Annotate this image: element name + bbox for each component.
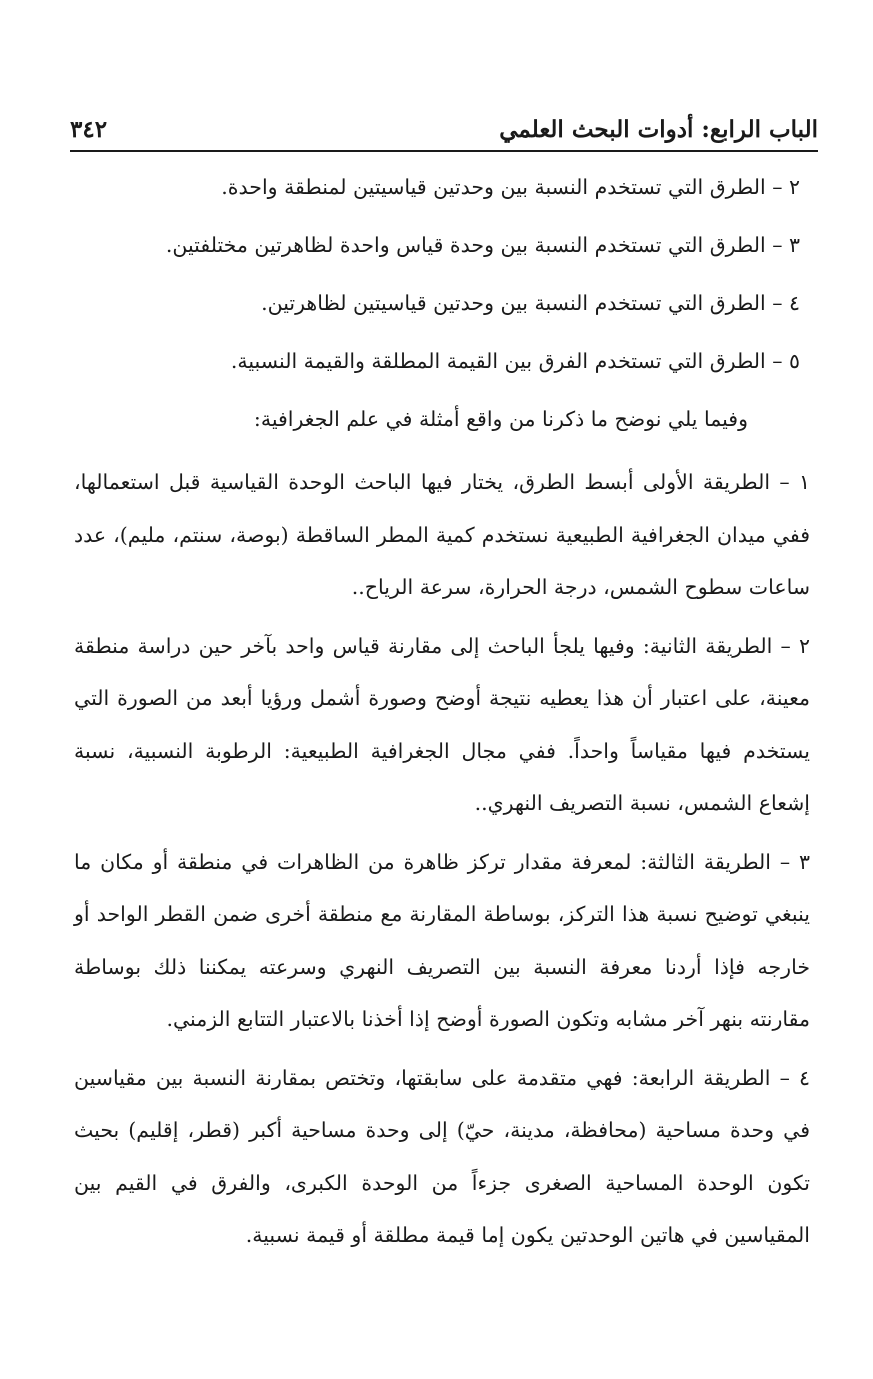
paragraph-method-2: ٢ – الطريقة الثانية: وفيها يلجأ الباحث إلى مقارنة قياس واحد بآخر حين دراسة منطقة معينة، على اعتبار أن هذا يعطيه نتيجة أوضح وصورة أشمل ورؤيا أبعد من الصورة التي يستخدم فيها مقياساً واحداً. ففي مجال الجغرافية الطبيعية: الرطوبة النسبية، نسبة إشعاع الشمس، نسبة التصريف النهري.. <box>74 633 810 815</box>
list-item: ٥ – الطرق التي تستخدم الفرق بين القيمة المطلقة والقيمة النسبية. <box>230 349 800 373</box>
paragraph-method-1: ١ – الطريقة الأولى أبسط الطرق، يختار فيها الباحث الوحدة القياسية قبل استعمالها، ففي ميدان الجغرافية الطبيعية نستخدم كمية المطر الساقطة (بوصة، سنتم، مليم)، عدد ساعات سطوح الشمس، درجة الحرارة، سرعة الرياح.. <box>74 470 810 599</box>
page-body <box>74 162 810 1268</box>
page-number: ٣٤٢ <box>70 116 108 143</box>
paragraph-method-3: ٣ – الطريقة الثالثة: لمعرفة مقدار تركز ظاهرة من الظاهرات في منطقة أو مكان ما ينبغي توضيح نسبة هذا التركز، بوساطة المقارنة مع منطقة أخرى ضمن القطر الواحد أو خارجه فإذا أردنا معرفة النسبة بين التصريف النهري وسرعته يمكننا ذلك بوساطة مقارنته بنهر آخر مشابه وتكون الصورة أوضح إذا أخذنا بالاعتبار التتابع الزمني. <box>74 849 810 1031</box>
paragraph-method-4: ٤ – الطريقة الرابعة: فهي متقدمة على سابقتها، وتختص بمقارنة النسبة بين مقياسين في وحدة مساحية (محافظة، مدينة، حيّ) إلى وحدة مساحية أكبر (قطر، إقليم) بحيث تكون الوحدة المساحية الصغرى جزءاً من الوحدة الكبرى، والفرق في القيم بين المقياسين في هاتين الوحدتين يكون إما قيمة مطلقة أو قيمة نسبية. <box>74 1065 810 1247</box>
running-header <box>70 112 818 152</box>
list-item: ٣ – الطرق التي تستخدم النسبة بين وحدة قياس واحدة لظاهرتين مختلفتين. <box>165 233 800 257</box>
header-divider <box>70 150 818 152</box>
list-item: ٤ – الطرق التي تستخدم النسبة بين وحدتين قياسيتين لظاهرتين. <box>261 291 800 315</box>
intro-paragraph: وفيما يلي نوضح ما ذكرنا من واقع أمثلة في علم الجغرافية: <box>253 407 748 431</box>
chapter-title: الباب الرابع: أدوات البحث العلمي <box>499 116 818 143</box>
list-item: ٢ – الطرق التي تستخدم النسبة بين وحدتين قياسيتين لمنطقة واحدة. <box>221 175 800 199</box>
